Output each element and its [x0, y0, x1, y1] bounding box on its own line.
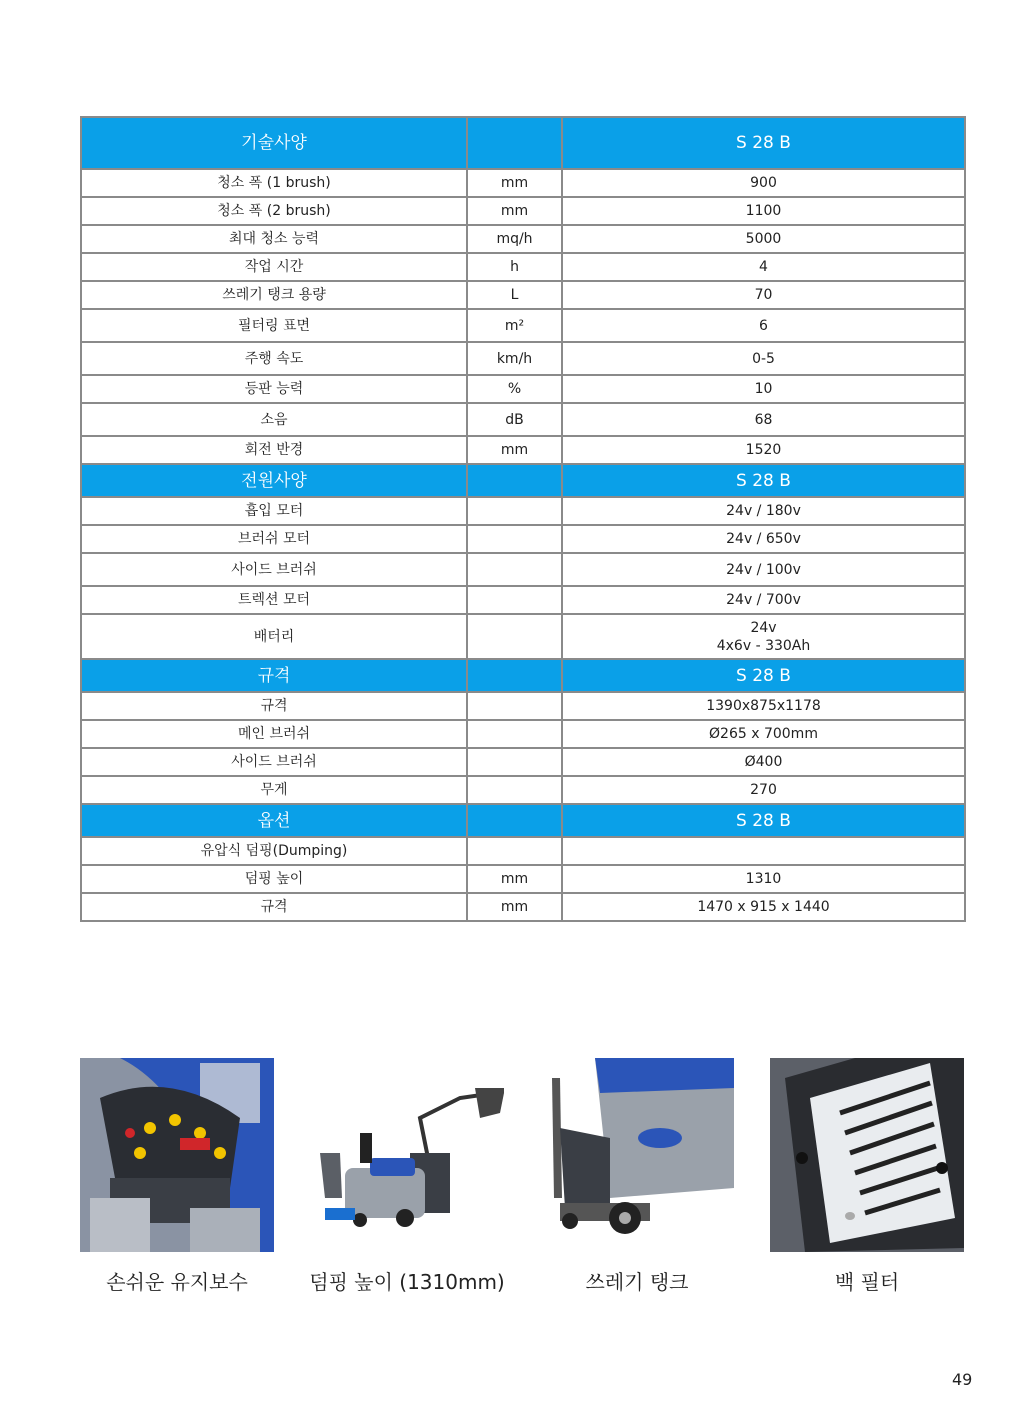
section-header-option	[81, 804, 965, 837]
section-header-tech	[81, 117, 965, 169]
caption-bag-filter: 백 필터	[834, 1270, 900, 1294]
maintenance-photo	[80, 1058, 274, 1252]
bag-filter-photo	[770, 1058, 964, 1252]
table-row: 쓰레기 탱크 용량 L 70	[81, 281, 965, 309]
table-row: 무게 270	[81, 776, 965, 804]
table-row: 청소 폭 (1 brush) mm 900	[81, 169, 965, 197]
table-row: 흡입 모터 24v / 180v	[81, 497, 965, 525]
model-name: S 28 B	[562, 117, 965, 169]
table-row: 메인 브러쉬 Ø265 x 700mm	[81, 720, 965, 748]
model-name: S 28 B	[562, 659, 965, 692]
table-row: 최대 청소 능력 mq/h 5000	[81, 225, 965, 253]
table-row: 소음 dB 68	[81, 403, 965, 436]
section-header-spec	[81, 659, 965, 692]
battery-config: 4x6v - 330Ah	[716, 637, 811, 654]
table-row: 규격 1390x875x1178	[81, 692, 965, 720]
photo-strip	[80, 1058, 964, 1252]
table-row: 주행 속도 km/h 0-5	[81, 342, 965, 375]
section-title: 옵션	[81, 804, 467, 837]
battery-voltage: 24v	[750, 619, 777, 636]
caption-waste-tank: 쓰레기 탱크	[585, 1270, 689, 1294]
dumping-photo	[310, 1058, 504, 1252]
page-number: 49	[952, 1370, 973, 1389]
table-row: 브러쉬 모터 24v / 650v	[81, 525, 965, 553]
table-row: 등판 능력 % 10	[81, 375, 965, 403]
table-row: 작업 시간 h 4	[81, 253, 965, 281]
table-row: 배터리 24v 4x6v - 330Ah	[81, 614, 965, 659]
table-row: 필터링 표면 m² 6	[81, 309, 965, 342]
caption-maintenance: 손쉬운 유지보수	[106, 1270, 248, 1294]
waste-tank-photo	[540, 1058, 734, 1252]
section-header-power	[81, 464, 965, 497]
table-row: 덤핑 높이 mm 1310	[81, 865, 965, 893]
table-row: 사이드 브러쉬 24v / 100v	[81, 553, 965, 586]
table-row: 규격 mm 1470 x 915 x 1440	[81, 893, 965, 921]
model-name: S 28 B	[562, 804, 965, 837]
section-title: 기술사양	[81, 117, 467, 169]
section-title: 규격	[81, 659, 467, 692]
model-name: S 28 B	[562, 464, 965, 497]
table-row: 회전 반경 mm 1520	[81, 436, 965, 464]
table-row: 유압식 덤핑(Dumping)	[81, 837, 965, 865]
spec-table	[80, 116, 966, 922]
table-row: 청소 폭 (2 brush) mm 1100	[81, 197, 965, 225]
section-title: 전원사양	[81, 464, 467, 497]
caption-dumping: 덤핑 높이 (1310mm)	[309, 1270, 505, 1294]
table-row: 트렉션 모터 24v / 700v	[81, 586, 965, 614]
table-row: 사이드 브러쉬 Ø400	[81, 748, 965, 776]
